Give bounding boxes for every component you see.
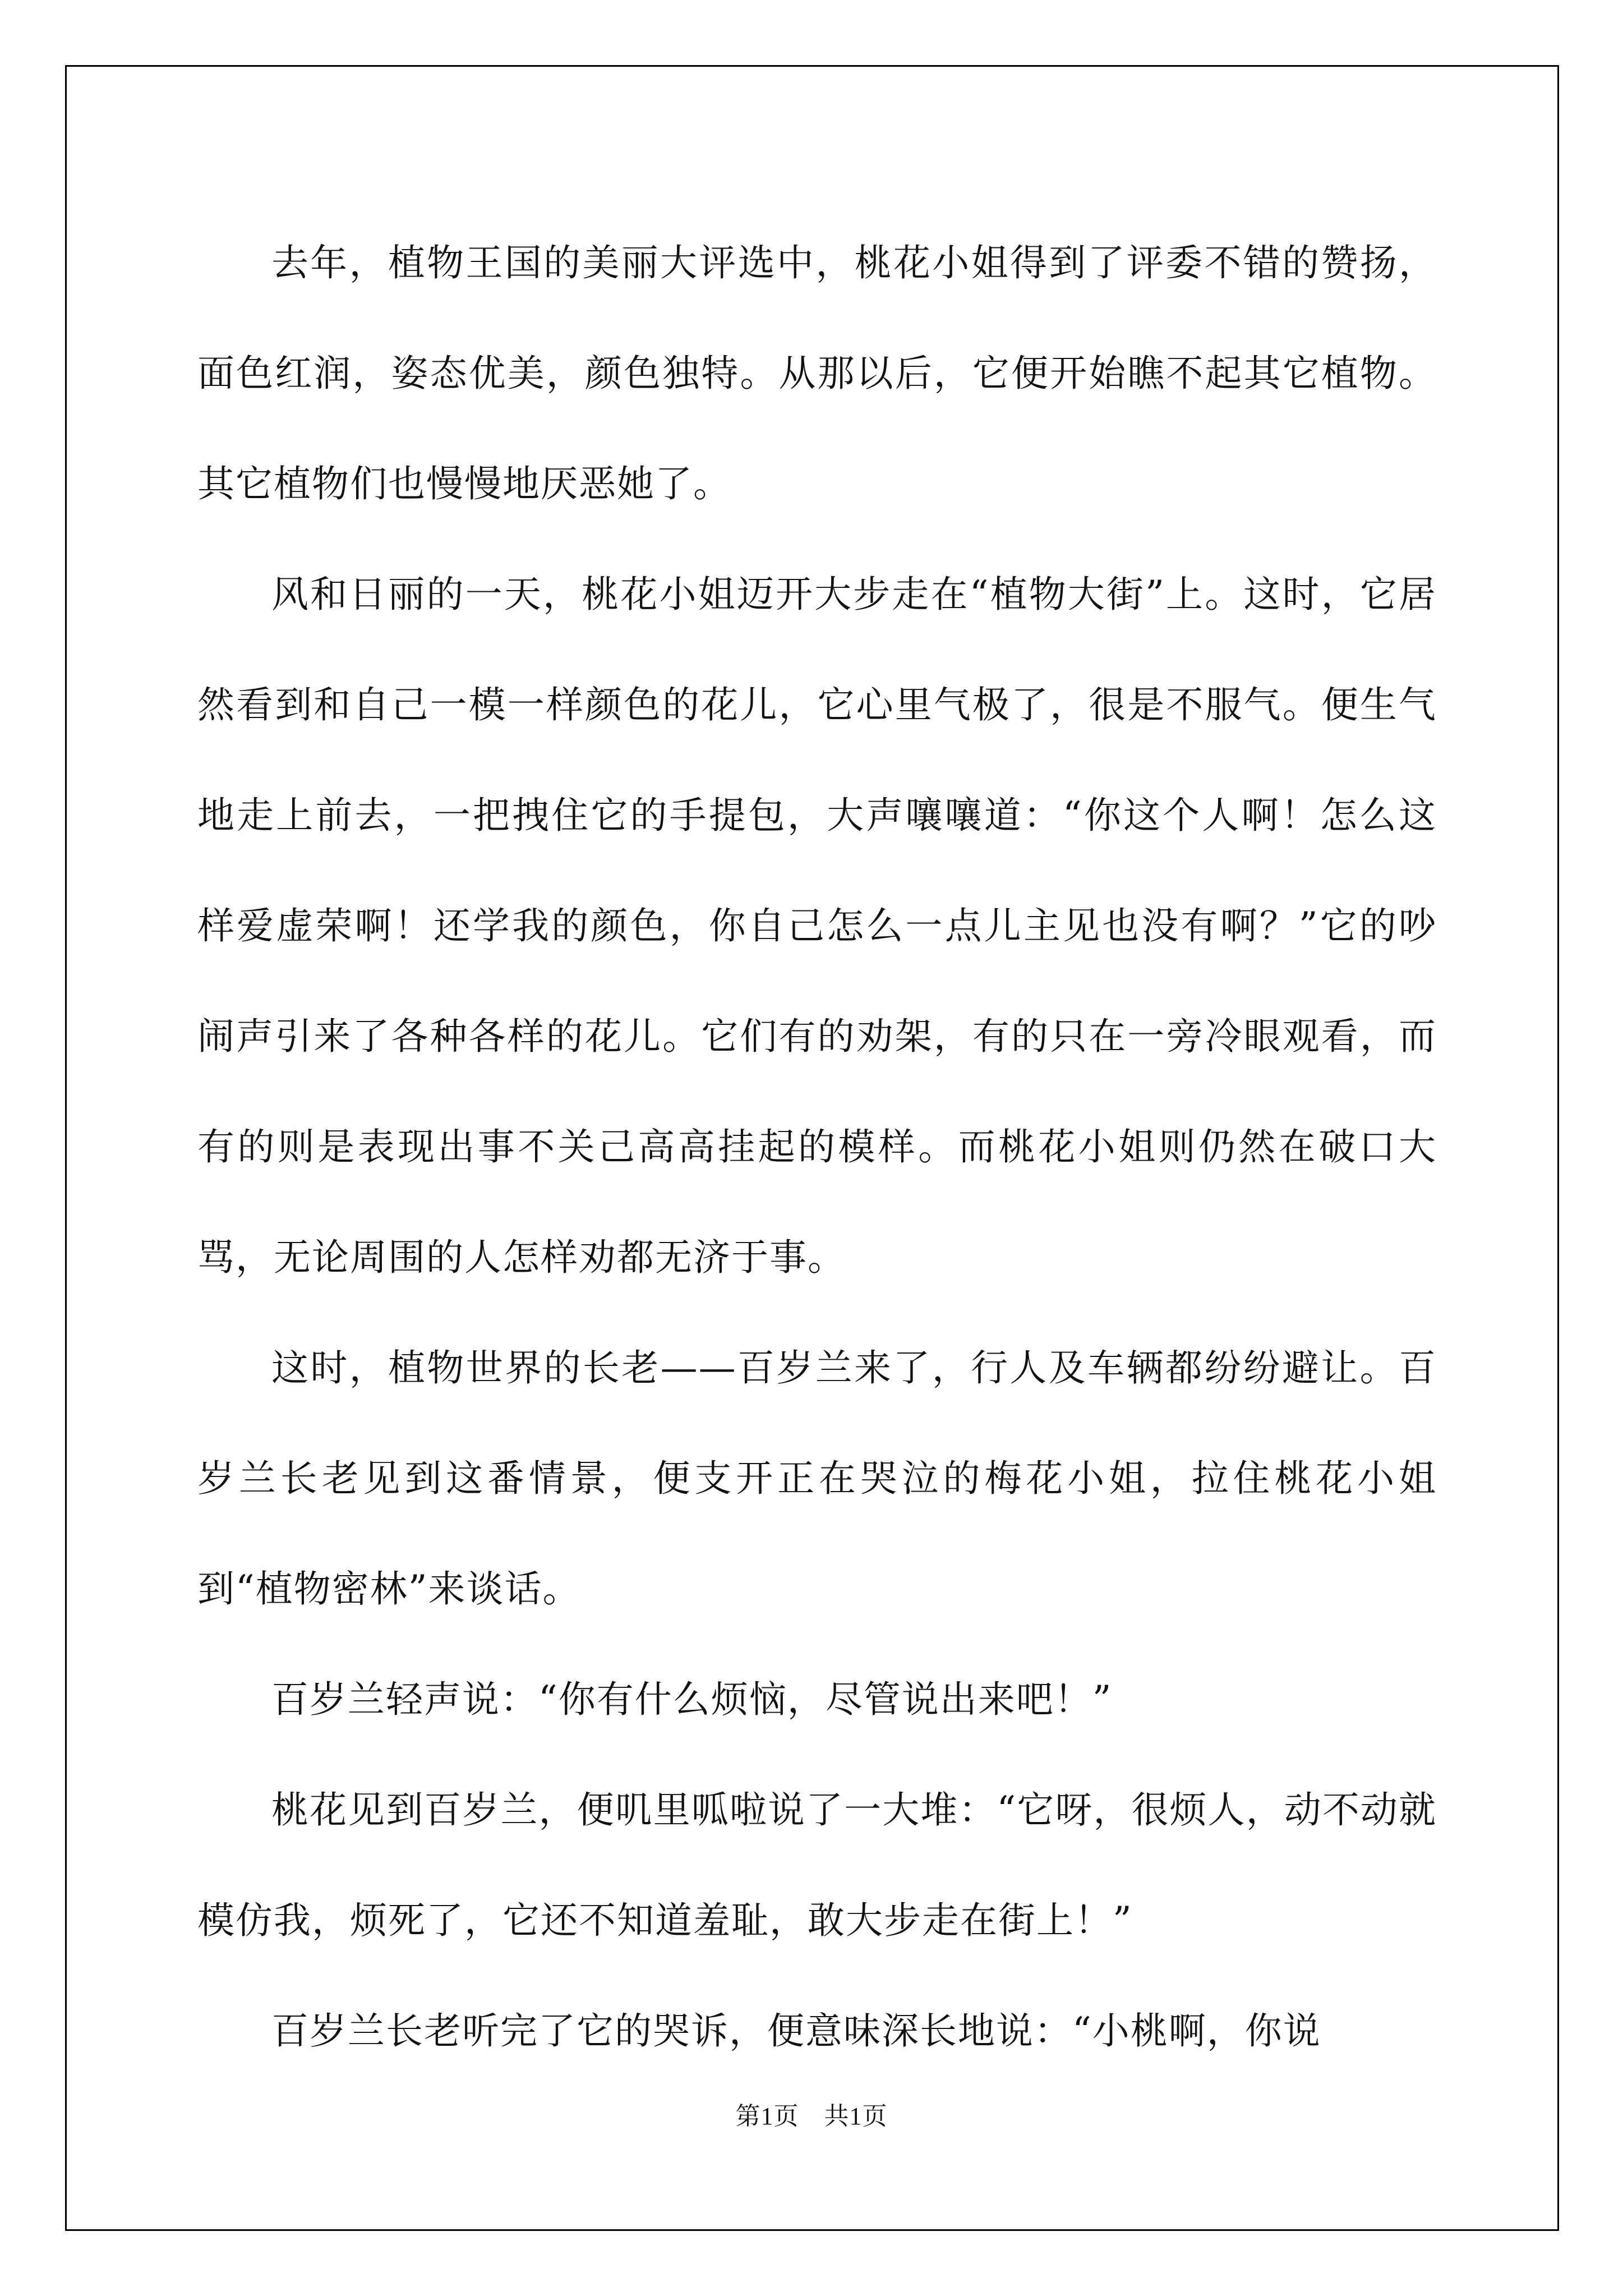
paragraph: 这时，植物世界的长老——百岁兰来了，行人及车辆都纷纷避让。百岁兰长老见到这番情景，便支开正在哭泣的梅花小姐，拉住桃花小姐到“植物密林”来谈话。 <box>197 1346 1437 1611</box>
page-footer: 第1页 共1页 <box>735 2102 888 2130</box>
paragraph: 风和日丽的一天，桃花小姐迈开大步走在“植物大街”上。这时，它居然看到和自己一模一样颜色的花儿，它心里气极了，很是不服气。便生气地走上前去，一把拽住它的手提包，大声嚷嚷道：“你这个人啊！怎么这样爱虚荣啊！还学我的颜色，你自己怎么一点儿主见也没有啊？”它的吵闹声引来了各种各样的花儿。它们有的劝架，有的只在一旁冷眼观看，而有的则是表现出事不关己高高挂起的模样。而桃花小姐则仍然在破口大骂，无论周围的人怎样劝都无济于事。 <box>197 573 1437 1279</box>
paragraph: 百岁兰轻声说：“你有什么烦恼，尽管说出来吧！” <box>271 1678 1113 1721</box>
document-body <box>197 208 1437 2086</box>
paragraph: 百岁兰长老听完了它的哭诉，便意味深长地说：“小桃啊，你说 <box>271 2009 1321 2053</box>
paragraph: 去年，植物王国的美丽大评选中，桃花小姐得到了评委不错的赞扬，面色红润，姿态优美，颜色独特。从那以后，它便开始瞧不起其它植物。其它植物们也慢慢地厌恶她了。 <box>197 241 1437 505</box>
paragraph: 桃花见到百岁兰，便叽里呱啦说了一大堆：“它呀，很烦人，动不动就模仿我，烦死了，它还不知道羞耻，敢大步走在街上！” <box>197 1788 1437 1942</box>
